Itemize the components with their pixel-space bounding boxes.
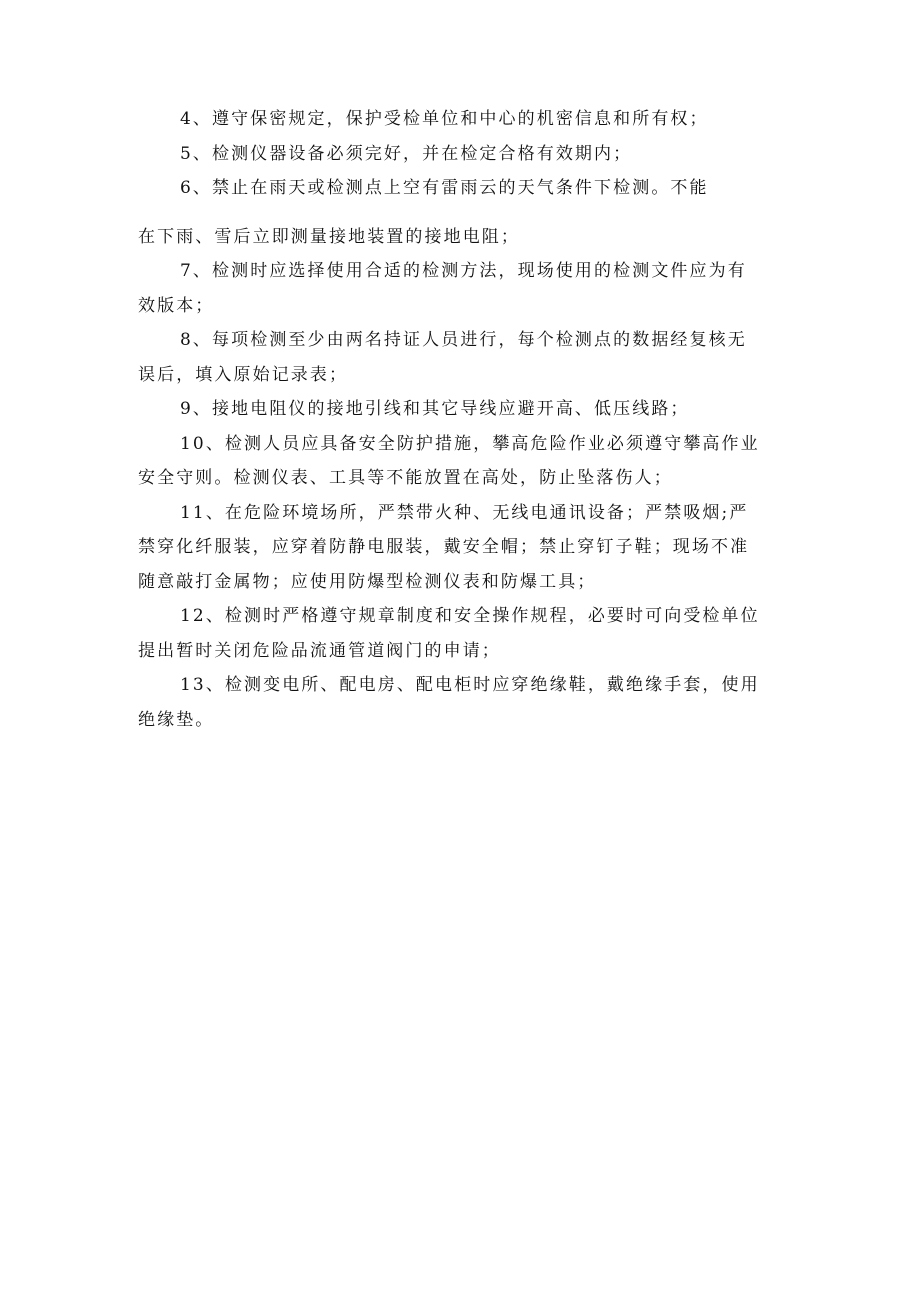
rule-item-10-line-2: 安全守则。检测仪表、工具等不能放置在高处，防止坠落伤人； (138, 468, 673, 488)
rule-item-5 (138, 137, 782, 172)
rule-item-12-line-1: 12、检测时严格遵守规章制度和安全操作规程，必要时可向受检单位 (180, 606, 760, 626)
rule-item-13-line-1: 13、检测变电所、配电房、配电柜时应穿绝缘鞋，戴绝缘手套，使用 (180, 675, 760, 695)
rule-item-4 (138, 102, 782, 137)
rule-item-13 (138, 668, 782, 737)
rule-item-12-line-2: 提出暂时关闭危险品流通管道阀门的申请； (138, 640, 501, 661)
rule-item-6 (138, 171, 782, 254)
rule-item-5-line-1: 5、检测仪器设备必须完好，并在检定合格有效期内； (180, 143, 633, 164)
rule-item-6-line-1: 6、禁止在雨天或检测点上空有雷雨云的天气条件下检测。不能 (180, 178, 709, 198)
rule-item-8-line-2: 误后，填入原始记录表； (138, 364, 349, 385)
rule-item-7-line-2: 效版本； (138, 295, 215, 316)
rule-item-12 (138, 599, 782, 668)
rule-item-8-line-1: 8、每项检测至少由两名持证人员进行，每个检测点的数据经复核无 (180, 330, 747, 350)
rule-item-6-line-2: 在下雨、雪后立即测量接地装置的接地电阻； (138, 226, 520, 247)
rule-item-13-line-2: 绝缘垫。 (138, 709, 215, 730)
rule-item-11-line-1: 11、在危险环境场所，严禁带火种、无线电通讯设备；严禁吸烟;严 (180, 502, 749, 523)
rule-item-10-line-1: 10、检测人员应具备安全防护措施，攀高危险作业必须遵守攀高作业 (180, 433, 760, 454)
rule-item-7 (138, 254, 782, 323)
rule-item-11-line-3: 随意敲打金属物；应使用防爆型检测仪表和防爆工具； (138, 571, 597, 592)
rule-item-9 (138, 392, 782, 427)
rule-item-8 (138, 323, 782, 392)
rule-item-4-line-1: 4、遵守保密规定，保护受检单位和中心的机密信息和所有权； (180, 109, 709, 129)
rule-item-10 (138, 427, 782, 496)
rule-item-7-line-1: 7、检测时应选择使用合适的检测方法，现场使用的检测文件应为有 (180, 261, 747, 281)
rule-item-11-line-2: 禁穿化纤服装，应穿着防静电服装，戴安全帽；禁止穿钉子鞋；现场不准 (138, 537, 750, 557)
document-page (138, 102, 782, 737)
rule-item-9-line-1: 9、接地电阻仪的接地引线和其它导线应避开高、低压线路； (180, 399, 690, 419)
rule-item-11 (138, 496, 782, 600)
